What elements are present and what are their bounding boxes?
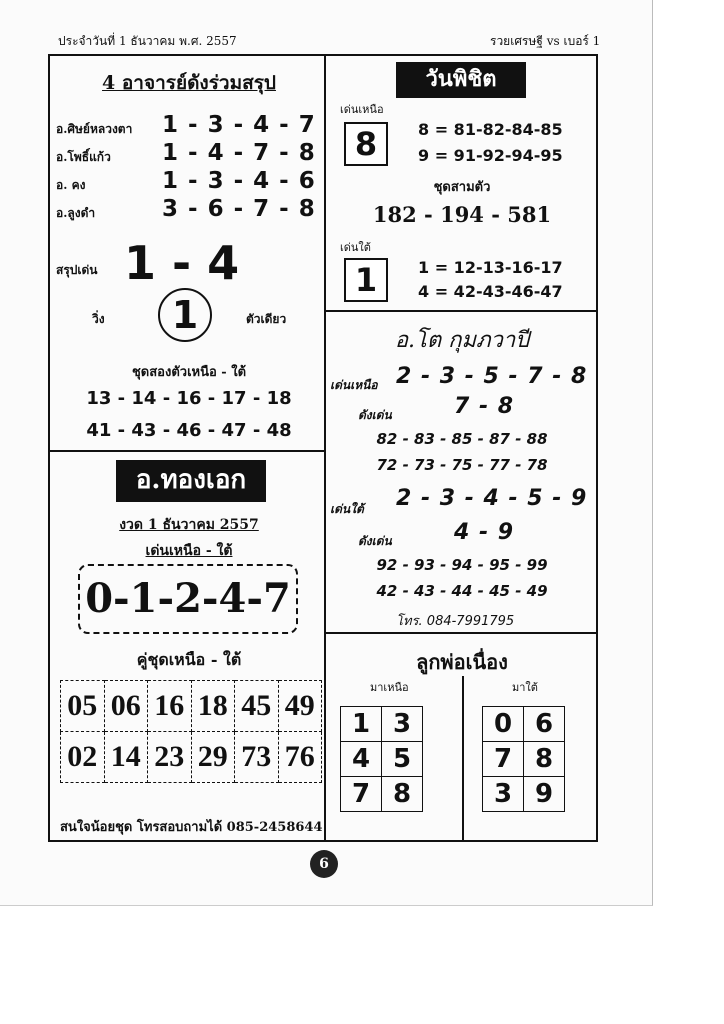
left-grid <box>340 706 423 812</box>
header-publication: รวยเศรษฐี vs เบอร์ 1 <box>490 34 601 48</box>
teacher-name: อ.ศิษย์หลวงตา <box>56 122 133 136</box>
teacher-name: อ.โพธิ์แก้ว <box>56 150 111 164</box>
left-divider <box>50 450 324 452</box>
teacher-numbers: 3 - 6 - 7 - 8 <box>162 196 316 222</box>
grid-cell: 0 <box>483 707 524 742</box>
phone-number: โทร. 084-7991795 <box>396 614 515 629</box>
bottom-label: เด่นใต้ <box>340 241 371 254</box>
grid-row <box>341 777 423 812</box>
page-number: 6 <box>310 850 338 878</box>
pairs-line: 41 - 43 - 46 - 47 - 48 <box>86 420 292 441</box>
grid-cell: 3 <box>483 777 524 812</box>
grid-row <box>483 742 565 777</box>
three-numbers: 182 - 194 - 581 <box>372 202 552 227</box>
pairs-label: ชุดสองตัวเหนือ - ใต้ <box>131 365 247 380</box>
panel-banner: อ.ทองเอก <box>116 460 266 502</box>
grid-cell: 3 <box>382 707 423 742</box>
table-cell: 06 <box>104 681 148 732</box>
grid-row <box>483 707 565 742</box>
bottom-line: 1 = 12-13-16-17 <box>418 258 563 277</box>
top-dang-numbers: 7 - 8 <box>454 394 515 419</box>
center-divider <box>324 56 326 840</box>
single-label: ตัวเดียว <box>246 312 287 326</box>
grid-cell: 9 <box>524 777 565 812</box>
top-line: 9 = 91-92-94-95 <box>418 146 563 165</box>
single-number-circle: 1 <box>158 288 212 342</box>
teacher-numbers: 1 - 4 - 7 - 8 <box>162 140 316 166</box>
table-cell: 05 <box>61 681 105 732</box>
table-cell: 29 <box>191 732 235 783</box>
table-cell: 14 <box>104 732 148 783</box>
number-row: 82 - 83 - 85 - 87 - 88 <box>376 430 548 448</box>
table-row <box>61 681 322 732</box>
teacher-numbers: 1 - 3 - 4 - 6 <box>162 168 316 194</box>
content-frame <box>48 54 598 842</box>
number-row: 72 - 73 - 75 - 77 - 78 <box>376 456 548 474</box>
left-label: มาเหนือ <box>370 681 409 694</box>
grid-cell: 6 <box>524 707 565 742</box>
right-divider-2 <box>326 632 598 634</box>
grid-cell: 8 <box>524 742 565 777</box>
three-label: ชุดสามตัว <box>433 180 491 195</box>
draw-date: งวด 1 ธันวาคม 2557 <box>119 517 259 533</box>
grid-cell: 7 <box>341 777 382 812</box>
grid-cell: 4 <box>341 742 382 777</box>
table-row <box>61 732 322 783</box>
grid-cell: 1 <box>341 707 382 742</box>
bottom-label: เด่นใต้ <box>330 502 364 516</box>
pairs-title: คู่ชุดเหนือ - ใต้ <box>136 650 242 669</box>
teacher-name: อ. คง <box>56 178 86 192</box>
table-cell: 16 <box>148 681 192 732</box>
grid-row <box>483 777 565 812</box>
luk-divider <box>462 676 464 840</box>
panel-title: อ.โต กุมภวาปี <box>394 328 530 353</box>
subtitle: เด่นเหนือ - ใต้ <box>145 543 233 559</box>
table-cell: 23 <box>148 732 192 783</box>
bottom-numbers: 2 - 3 - 4 - 5 - 9 <box>396 486 588 511</box>
top-dang-label: ดังเด่น <box>358 408 392 422</box>
panel-title: ลูกพ่อเนื่อง <box>416 650 508 674</box>
top-label: เด่นเหนือ <box>330 378 378 392</box>
grid-cell: 7 <box>483 742 524 777</box>
bottom-dang-numbers: 4 - 9 <box>454 520 515 545</box>
top-digit-box: 8 <box>344 122 388 166</box>
number-row: 42 - 43 - 44 - 45 - 49 <box>376 582 548 600</box>
top-numbers: 2 - 3 - 5 - 7 - 8 <box>396 364 588 389</box>
table-cell: 76 <box>278 732 322 783</box>
right-divider-1 <box>326 310 598 312</box>
top-label: เด่นเหนือ <box>340 103 384 116</box>
footer-contact: สนใจน้อยชุด โทรสอบถามได้ 085-2458644 <box>60 820 323 835</box>
table-cell: 02 <box>61 732 105 783</box>
table-cell: 49 <box>278 681 322 732</box>
panel-banner: วันพิชิต <box>396 62 526 98</box>
pairs-line: 13 - 14 - 16 - 17 - 18 <box>86 388 292 409</box>
right-grid <box>482 706 565 812</box>
table-cell: 73 <box>235 732 279 783</box>
table-cell: 45 <box>235 681 279 732</box>
bottom-dang-label: ดังเด่น <box>358 534 392 548</box>
right-label: มาใต้ <box>512 681 538 694</box>
grid-cell: 5 <box>382 742 423 777</box>
teacher-name: อ.ลูงดำ <box>56 206 96 220</box>
number-row: 92 - 93 - 94 - 95 - 99 <box>376 556 548 574</box>
grid-row <box>341 742 423 777</box>
header-date: ประจำวันที่ 1 ธันวาคม พ.ศ. 2557 <box>58 34 237 48</box>
top-line: 8 = 81-82-84-85 <box>418 120 563 139</box>
summary-numbers: 1 - 4 <box>124 236 240 290</box>
pairs-table <box>60 680 322 783</box>
teacher-numbers: 1 - 3 - 4 - 7 <box>162 112 316 138</box>
panel-title: 4 อาจารย์ดังร่วมสรุป <box>102 72 276 94</box>
run-label: วิ่ง <box>92 312 105 326</box>
bottom-digit-box: 1 <box>344 258 388 302</box>
bottom-line: 4 = 42-43-46-47 <box>418 282 563 301</box>
grid-cell: 8 <box>382 777 423 812</box>
grid-row <box>341 707 423 742</box>
main-numbers-box: 0-1-2-4-7 <box>78 564 298 634</box>
table-cell: 18 <box>191 681 235 732</box>
summary-label: สรุปเด่น <box>56 263 98 277</box>
